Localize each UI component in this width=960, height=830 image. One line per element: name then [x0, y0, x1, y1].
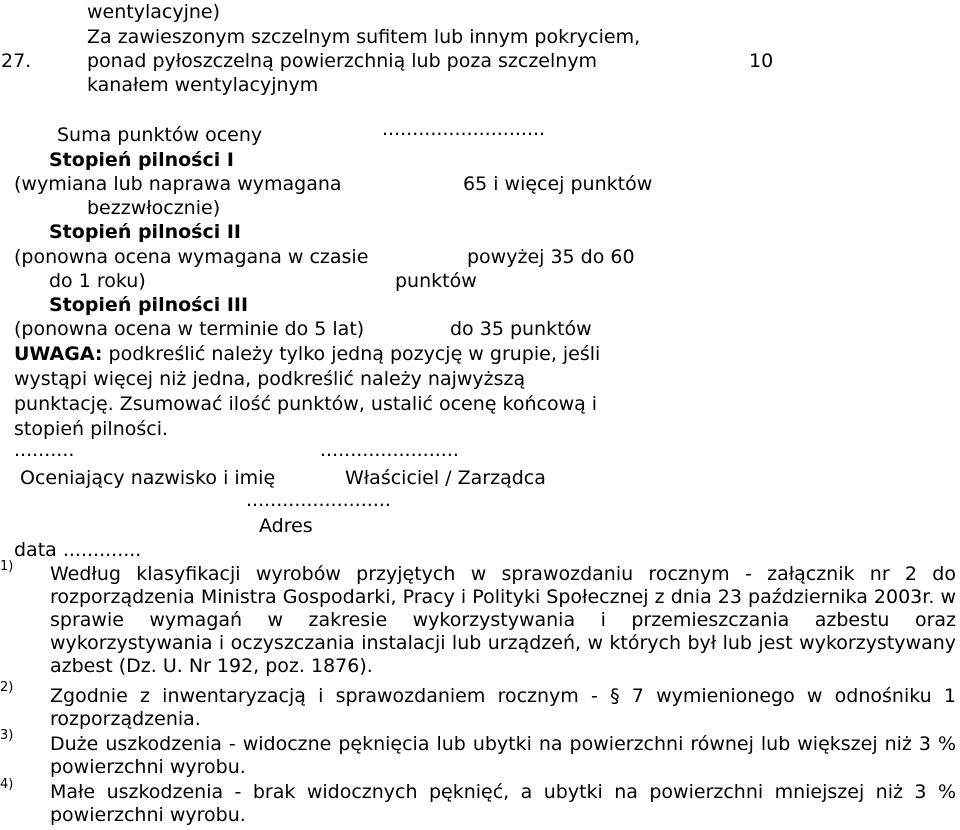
- footnote-4-text: Małe uszkodzenia - brak widocznych pęknięć, a ubytki na powierzchni mniejszej niż 3 % powierzchni wyrobu.: [50, 781, 956, 826]
- date-field: data .............: [14, 539, 142, 561]
- row27-points: 10: [749, 50, 774, 72]
- footnote-2-text: Zgodnie z inwentaryzacją i sprawozdaniem rocznym - § 7 wymienionego w odnośniku 1 rozporządzenia.: [50, 685, 956, 730]
- footnote-1-text: Według klasyfikacji wyrobów przyjętych w sprawozdaniu rocznym - załącznik nr 2 do rozporządzenia Ministra Gospodarki, Pracy i Polityki Społecznej z dnia 23 października 2003r. w sprawie wymagań w zakresie wykorzystywania i przemieszczania azbestu oraz wykorzystywania i oczyszczania instalacji lub urządzeń, w których był lub jest wykorzystywany azbest (Dz. U. Nr 192, poz. 1876).: [50, 563, 956, 677]
- row27-text-line0: wentylacyjne): [87, 1, 220, 23]
- urgency-degree-1-points: 65 i więcej punktów: [463, 173, 653, 195]
- assessor-label: Oceniający nazwisko i imię: [20, 467, 276, 489]
- owner-signature-dots: .......................: [320, 439, 459, 461]
- note-line-3: punktację. Zsumować ilość punktów, ustalić ocenę końcową i: [14, 393, 598, 415]
- urgency-degree-2-desc: (ponowna ocena wymagana w czasie: [14, 246, 369, 268]
- urgency-degree-2-title: Stopień pilności II: [49, 221, 242, 243]
- address-dots: ........................: [246, 489, 391, 511]
- urgency-degree-2-points-cont: punktów: [395, 270, 477, 292]
- urgency-degree-3-desc: (ponowna ocena w terminie do 5 lat): [14, 318, 365, 340]
- note-line-4: stopień pilności.: [14, 418, 169, 440]
- footnote-3-mark: 3): [0, 728, 14, 743]
- assessor-signature-dots: ..........: [14, 439, 75, 461]
- row27-text-line2: ponad pyłoszczelną powierzchnią lub poza szczelnym: [87, 50, 598, 72]
- footnote-2-mark: 2): [0, 680, 14, 695]
- row27-number: 27.: [1, 50, 32, 72]
- urgency-degree-1-desc: (wymiana lub naprawa wymagana: [14, 173, 342, 195]
- urgency-degree-3-title: Stopień pilności III: [49, 294, 249, 316]
- note-label: UWAGA:: [14, 343, 103, 365]
- urgency-degree-3-points: do 35 punktów: [450, 318, 592, 340]
- urgency-degree-1-title: Stopień pilności I: [49, 149, 234, 171]
- row27-text-line3: kanałem wentylacyjnym: [87, 74, 319, 96]
- footnote-4-mark: 4): [0, 777, 14, 792]
- urgency-degree-1-desc-cont: bezzwłocznie): [87, 197, 221, 219]
- note-text-1: podkreślić należy tylko jedną pozycję w grupie, jeśli: [108, 343, 601, 365]
- note-line-1: [14, 343, 600, 365]
- footnote-3-text: Duże uszkodzenia - widoczne pęknięcia lub ubytki na powierzchni równej lub większej niż 3 % powierzchni wyrobu.: [50, 733, 956, 778]
- sum-label: Suma punktów oceny: [57, 124, 263, 146]
- footnote-1-mark: 1): [0, 559, 14, 574]
- sum-dots: ...........................: [382, 118, 546, 140]
- row27-text-line1: Za zawieszonym szczelnym sufitem lub innym pokryciem,: [87, 26, 641, 48]
- note-line-2: wystąpi więcej niż jedna, podkreślić należy najwyższą: [14, 368, 526, 390]
- urgency-degree-2-points: powyżej 35 do 60: [467, 246, 635, 268]
- owner-label: Właściciel / Zarządca: [345, 467, 546, 489]
- urgency-degree-2-desc-cont: do 1 roku): [49, 270, 146, 292]
- address-label: Adres: [259, 515, 313, 537]
